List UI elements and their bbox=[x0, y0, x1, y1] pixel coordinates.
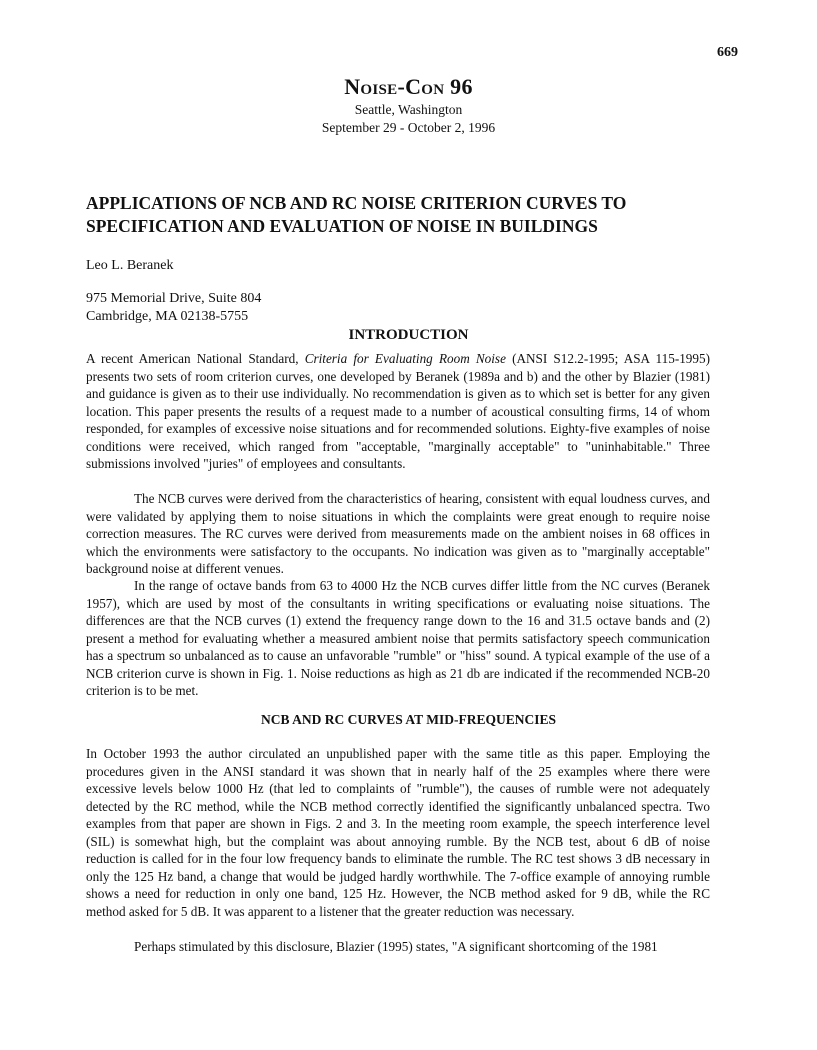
paper-title: APPLICATIONS OF NCB AND RC NOISE CRITERION CURVES TO SPECIFICATION AND EVALUATION OF NOISE IN BUILDINGS bbox=[86, 193, 627, 236]
mid-freq-paragraph-2: Perhaps stimulated by this disclosure, Blazier (1995) states, "A significant shortcoming of the 1981 bbox=[134, 939, 658, 954]
intro-p1-text-b: (ANSI S12.2-1995; ASA 115-1995) presents two sets of room criterion curves, one developed by Beranek (1989a and b) and the other by Blazier (1981) and guidance is given as to their use individually. No recommendation is given as to which set is better for any given location. This paper presents the results of a request made to a number of acoustical consulting firms, 14 of whom responded, for examples of excessive noise situations and for recommended solutions. Eighty-five examples of noise conditions were received, which ranged from "acceptable, "marginally acceptable" to "uninhabitable." Three submissions involved "juries" of employees and consultants. bbox=[86, 351, 710, 471]
intro-paragraph-2: The NCB curves were derived from the characteristics of hearing, consistent with equal loudness curves, and were validated by applying them to noise situations in which the complaints were great enough to require noise correction measures. The RC curves were derived from measurements made on the ambient noises in 68 offices in which the environments were satisfactory to the occupants. No indication was given as to "marginally acceptable" background noise at different venues. bbox=[86, 491, 710, 576]
author-name: Leo L. Beranek bbox=[86, 258, 174, 273]
standard-title-italic: Criteria for Evaluating Room Noise bbox=[304, 351, 506, 366]
conference-dates: September 29 - October 2, 1996 bbox=[321, 120, 496, 135]
conference-location: Seattle, Washington bbox=[354, 102, 463, 117]
page-number: 669 bbox=[717, 45, 738, 60]
mid-freq-paragraph-1: In October 1993 the author circulated an unpublished paper with the same title as this paper. Employing the procedures given in the ANSI standard it was shown that in nearly half of the 25 examples where there were excessive levels below 1000 Hz (that led to complaints of "rumble"), the causes of rumble were not adequately detected by the RC method, while the NCB method correctly identified the significantly unbalanced spectra. Two examples from that paper are shown in Figs. 2 and 3. In the meeting room example, the speech interference level (SIL) is somewhat high, but the complaint was about annoying rumble. By the NCB test, about 6 dB of noise reduction is called for in the four low frequency bands to eliminate the rumble. The RC test shows 3 dB necessary in only the 125 Hz band, a change that would be judged hardly worthwhile. The 7-office example of annoying rumble shows a need for reduction in only one band, 125 Hz. However, the NCB method asked for 9 dB, while the RC method asked for 5 dB. It was apparent to a listener that the greater reduction was necessary. bbox=[86, 746, 710, 919]
address-line-2: Cambridge, MA 02138-5755 bbox=[86, 309, 249, 324]
introduction-heading: INTRODUCTION bbox=[348, 327, 469, 343]
intro-paragraph-1 bbox=[86, 350, 710, 473]
address-line-1: 975 Memorial Drive, Suite 804 bbox=[86, 291, 262, 306]
mid-frequencies-heading: NCB AND RC CURVES AT MID-FREQUENCIES bbox=[261, 712, 556, 727]
intro-p1-text-a: A recent American National Standard, bbox=[86, 351, 305, 366]
conference-name: Noise-Con 96 bbox=[344, 74, 473, 99]
intro-paragraph-3: In the range of octave bands from 63 to 4000 Hz the NCB curves differ little from the NC curves (Beranek 1957), which are used by most of the consultants in writing specifications or evaluating noise situations. The differences are that the NCB curves (1) extend the frequency range down to the 16 and 31.5 octave bands and (2) present a method for evaluating whether a measured ambient noise that permits satisfactory speech communication has a spectrum so unbalanced as to cause an unfavorable "rumble" or "hiss" sound. A typical example of the use of a NCB criterion curve is shown in Fig. 1. Noise reductions as high as 21 db are indicated if the recommended NCB-20 criterion is to be met. bbox=[86, 578, 710, 698]
